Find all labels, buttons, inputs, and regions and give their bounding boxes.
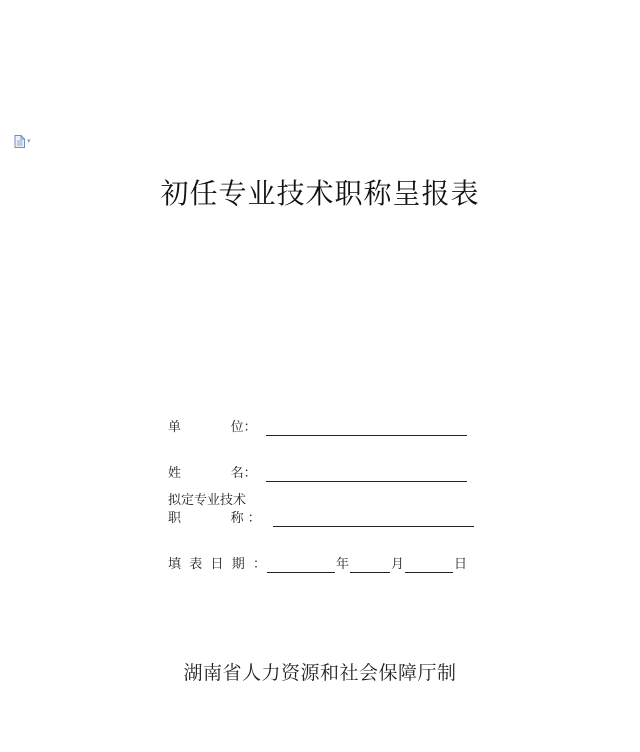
proposed-title-label-line1: 拟定专业技术 xyxy=(168,493,247,508)
issuing-authority: 湖南省人力资源和社会保障厅制 xyxy=(183,662,457,684)
date-month-field[interactable] xyxy=(350,572,390,573)
date-year-field[interactable] xyxy=(267,572,335,573)
date-year-unit: 年 xyxy=(336,557,350,572)
document-menu[interactable] xyxy=(14,134,36,148)
date-day-field[interactable] xyxy=(405,572,453,573)
proposed-title-field[interactable] xyxy=(273,526,474,527)
name-field[interactable] xyxy=(266,481,467,482)
unit-label: 单 位： xyxy=(168,420,257,435)
form-title: 初任专业技术职称呈报表 xyxy=(160,177,480,210)
date-day-unit: 日 xyxy=(454,557,468,572)
date-month-unit: 月 xyxy=(391,557,405,572)
unit-field[interactable] xyxy=(266,435,467,436)
proposed-title-label-line2: 职 称 ： xyxy=(168,511,261,526)
document-icon xyxy=(14,135,25,148)
chevron-down-icon: ▾ xyxy=(27,136,31,145)
date-label: 填 表 日 期 ： xyxy=(168,557,267,572)
name-label: 姓 名： xyxy=(168,466,257,481)
